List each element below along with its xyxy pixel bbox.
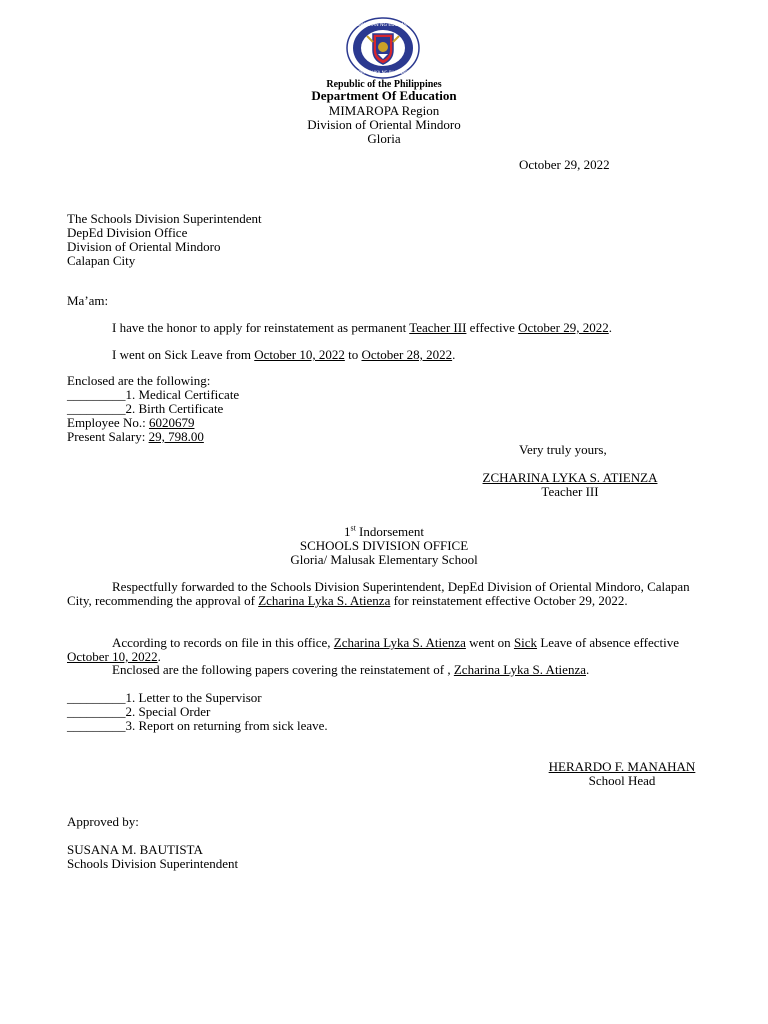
blank-line: _________ — [67, 690, 126, 705]
school-head-block — [540, 760, 704, 788]
body-text: . — [608, 320, 613, 335]
blank-line: _________ — [67, 718, 126, 733]
body-text: to — [344, 347, 362, 362]
addressee-line-1: The Schools Division Superintendent — [67, 211, 262, 226]
enclosure-label: 2. Birth Certificate — [125, 401, 224, 416]
indorsement-paragraph-3 — [112, 663, 589, 677]
salary-value: 29, 798.00 — [148, 429, 204, 444]
body-text: Respectfully forwarded to the Schools Division Superintendent, DepEd Division of Oriental Mindoro, Calapan City, recommending the approval of — [67, 579, 690, 608]
blank-line: _________ — [67, 704, 126, 719]
blank-line: _________ — [67, 401, 126, 416]
enclosures-heading: Enclosed are the following: — [67, 373, 211, 388]
body-text: I went on Sick Leave from — [112, 347, 255, 362]
teacher-name: Zcharina Lyka S. Atienza — [333, 635, 466, 650]
seal-ring-text-bottom: REPUBLIKA NG PILIPINAS — [358, 70, 408, 75]
body-text: for reinstatement effective October 29, 2022. — [390, 593, 628, 608]
republic-line: Republic of the Philippines — [326, 79, 442, 90]
body-text: . — [585, 662, 590, 677]
body-text: . — [157, 649, 161, 664]
body-text: Leave of absence effective — [537, 635, 680, 650]
body-paragraph-1 — [112, 321, 612, 335]
body-paragraph-2 — [112, 348, 455, 362]
body-text: I have the honor to apply for reinstatement as permanent — [112, 320, 410, 335]
region-line: MIMAROPA Region — [328, 103, 440, 118]
signatory-name: ZCHARINA LYKA S. ATIENZA — [482, 470, 658, 485]
addressee-line-3: Division of Oriental Mindoro — [67, 239, 221, 254]
body-text: Enclosed are the following papers covering the reinstatement of , — [112, 662, 454, 677]
enclosure-item-2 — [67, 402, 223, 416]
approver-name: SUSANA M. BAUTISTA — [67, 842, 203, 857]
indorsement-paragraph-2 — [67, 636, 687, 664]
indorsement-office: SCHOOLS DIVISION OFFICE — [299, 538, 469, 553]
approved-by-label: Approved by: — [67, 814, 139, 829]
effective-date: October 29, 2022 — [518, 320, 609, 335]
school-head-title: School Head — [588, 773, 656, 788]
town-line: Gloria — [367, 131, 401, 146]
teacher-name: Zcharina Lyka S. Atienza — [258, 593, 391, 608]
body-text: . — [452, 347, 456, 362]
complimentary-close: Very truly yours, — [519, 442, 607, 457]
signatory-block — [474, 471, 666, 499]
seal-ring-text-top: KAGAWARAN NG EDUKASYON — [349, 23, 417, 28]
employee-number-value: 6020679 — [148, 415, 195, 430]
letter-date: October 29, 2022 — [519, 157, 610, 172]
addressee-line-2: DepEd Division Office — [67, 225, 188, 240]
body-text: According to records on file in this office, — [112, 635, 334, 650]
indorsement-label: Indorsement — [355, 524, 425, 539]
blank-line: _________ — [67, 387, 126, 402]
salary-label: Present Salary: — [67, 429, 149, 444]
leave-effective-date: October 10, 2022 — [67, 649, 158, 664]
position-value: Teacher III — [409, 320, 467, 335]
school-head-name: HERARDO F. MANAHAN — [548, 759, 696, 774]
enclosure-item-1 — [67, 388, 239, 402]
indorsement-school: Gloria/ Malusak Elementary School — [290, 552, 478, 567]
salutation: Ma’am: — [67, 293, 109, 308]
indorsement-paragraph-1 — [67, 580, 703, 608]
signatory-title: Teacher III — [541, 484, 599, 499]
approver-title: Schools Division Superintendent — [67, 856, 239, 871]
indorsement-item-1 — [67, 691, 262, 705]
indorsement-item-label: 3. Report on returning from sick leave. — [125, 718, 328, 733]
indorsement-ordinal: 1 — [343, 524, 351, 539]
salary-line — [67, 430, 204, 444]
indorsement-heading — [0, 525, 768, 539]
division-line: Division of Oriental Mindoro — [307, 117, 461, 132]
department-line: Department Of Education — [311, 88, 457, 103]
leave-type: Sick — [513, 635, 538, 650]
teacher-name: Zcharina Lyka S. Atienza — [453, 662, 586, 677]
body-text: went on — [465, 635, 514, 650]
leave-from-date: October 10, 2022 — [254, 347, 345, 362]
employee-number-line — [67, 416, 194, 430]
addressee-line-4: Calapan City — [67, 253, 136, 268]
indorsement-ordinal-suffix: st — [350, 523, 356, 533]
indorsement-item-label: 1. Letter to the Supervisor — [125, 690, 262, 705]
enclosure-label: 1. Medical Certificate — [125, 387, 240, 402]
indorsement-item-3 — [67, 719, 328, 733]
deped-seal-icon — [345, 16, 421, 80]
indorsement-item-2 — [67, 705, 210, 719]
leave-to-date: October 28, 2022 — [361, 347, 453, 362]
body-text: effective — [466, 320, 519, 335]
employee-number-label: Employee No.: — [67, 415, 149, 430]
indorsement-item-label: 2. Special Order — [125, 704, 211, 719]
